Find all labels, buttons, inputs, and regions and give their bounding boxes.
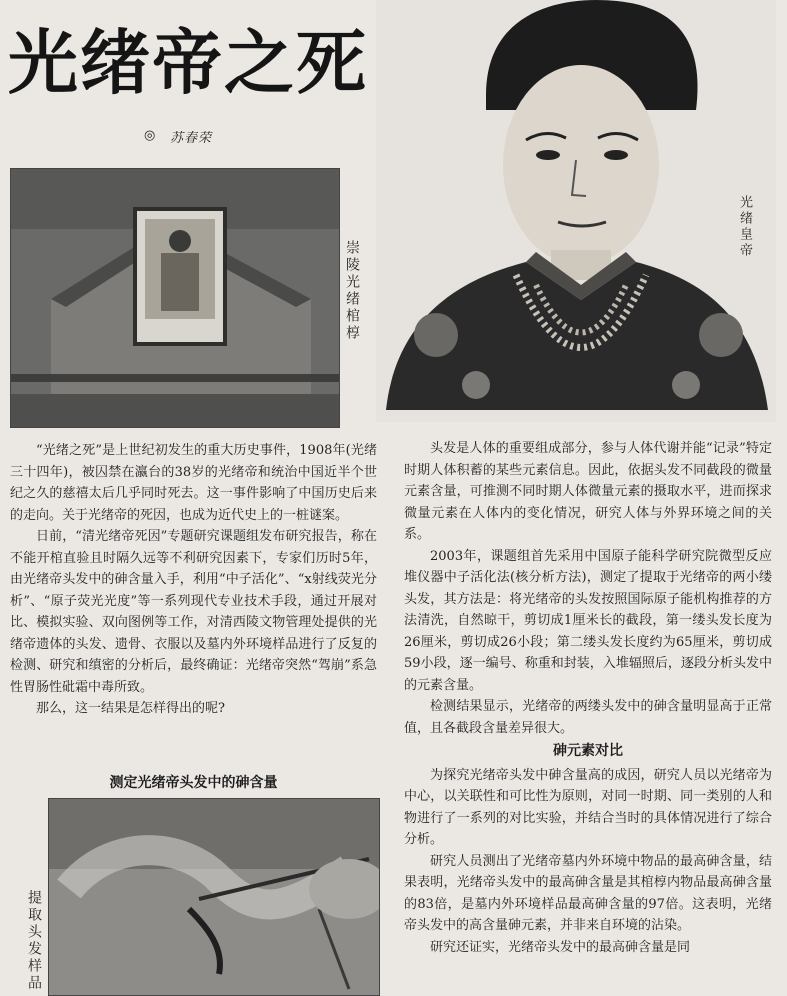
byline-author: 苏春荣 [170,131,213,146]
article-title: 光绪帝之死 [8,22,368,104]
hair-sample-illustration [49,799,379,995]
section-heading-arsenic-measurement: 测定光绪帝头发中的砷含量 [109,775,278,791]
tomb-illustration [11,169,339,427]
paragraph: 研究还证实，光绪帝头发中的最高砷含量是同 [430,939,691,955]
paragraph: 那么，这一结果是怎样得出的呢? [36,701,225,716]
portrait-photo [376,0,776,422]
section-heading-arsenic-comparison: 砷元素对比 [553,743,623,759]
right-column [404,438,772,958]
portrait-caption: 光绪皇帝 [737,195,752,259]
paragraph: 2003年，课题组首先采用中国原子能科学研究院微型反应堆仪器中子活化法(核分析方法)，测定了提取于光绪帝的两小缕头发，其方法是：将光绪帝的头发按照国际原子能机构推荐的方法清洗，自然晾干，剪切成1厘米长的截段，第一缕头发长度为26厘米，剪切成26小段；第二缕头发长度约为65厘米，剪切成59小段，逐一编号、称重和封装，入堆辐照后，逐段分析头发中的元素含量。 [404,548,772,693]
paragraph: 检测结果显示，光绪帝的两缕头发中的砷含量明显高于正常值，且各截段含量差异很大。 [404,699,772,736]
left-column [10,440,377,720]
byline-mark-icon: ◎ [144,128,156,143]
hair-sample-caption: 提取头发样品 [26,890,42,992]
paragraph: “光绪之死”是上世纪初发生的重大历史事件，1908年(光绪三十四年)，被囚禁在瀛台的38岁的光绪帝和统治中国近半个世纪之久的慈禧太后几乎同时死去。这一事件影响了中国历史后来的走向。关于光绪帝的死因，也成为近代史上的一桩谜案。 [10,443,377,523]
paragraph: 研究人员测出了光绪帝墓内外环境中物品的最高砷含量，结果表明，光绪帝头发中的最高砷含量是其棺椁内物品最高砷含量的83倍，是墓内外环境样品最高砷含量的97倍。这表明，光绪帝头发中的高含量砷元素，并非来自环境的沾染。 [404,853,772,933]
paragraph: 为探究光绪帝头发中砷含量高的成因，研究人员以光绪帝为中心，以关联性和可比性为原则，对同一时期、同一类别的人和物进行了一系列的对比实验，并结合当时的具体情况进行了综合分析。 [404,767,772,847]
tomb-photo [10,168,340,428]
tomb-photo-caption: 崇陵光绪棺椁 [344,240,360,342]
paragraph: 头发是人体的重要组成部分，参与人体代谢并能“记录”特定时期人体积蓄的某些元素信息。因此，依据头发不同截段的微量元素含量，可推测不同时期人体微量元素的摄取水平，进而探求微量元素在人体内的变化情况，研究人体与外界环境之间的关系。 [404,441,772,542]
hair-sample-photo [48,798,380,996]
paragraph: 日前，“清光绪帝死因”专题研究课题组发布研究报告，称在不能开棺直验且时隔久远等不利研究因素下，专家们历时5年，由光绪帝头发中的砷含量入手，利用“中子活化”、“x射线荧光分析”、“原子荧光光度”等一系列现代专业技术手段，通过开展对比、模拟实验、双向图例等工作，对清西陵文物管理处提供的光绪帝遗体的头发、遗骨、衣服以及墓内外环境样品进行了反复的检测、研究和缜密的分析后，最终确证：光绪帝突然“驾崩”系急性胃肠性砒霜中毒所致。 [10,529,377,695]
emperor-portrait-illustration [376,0,776,422]
